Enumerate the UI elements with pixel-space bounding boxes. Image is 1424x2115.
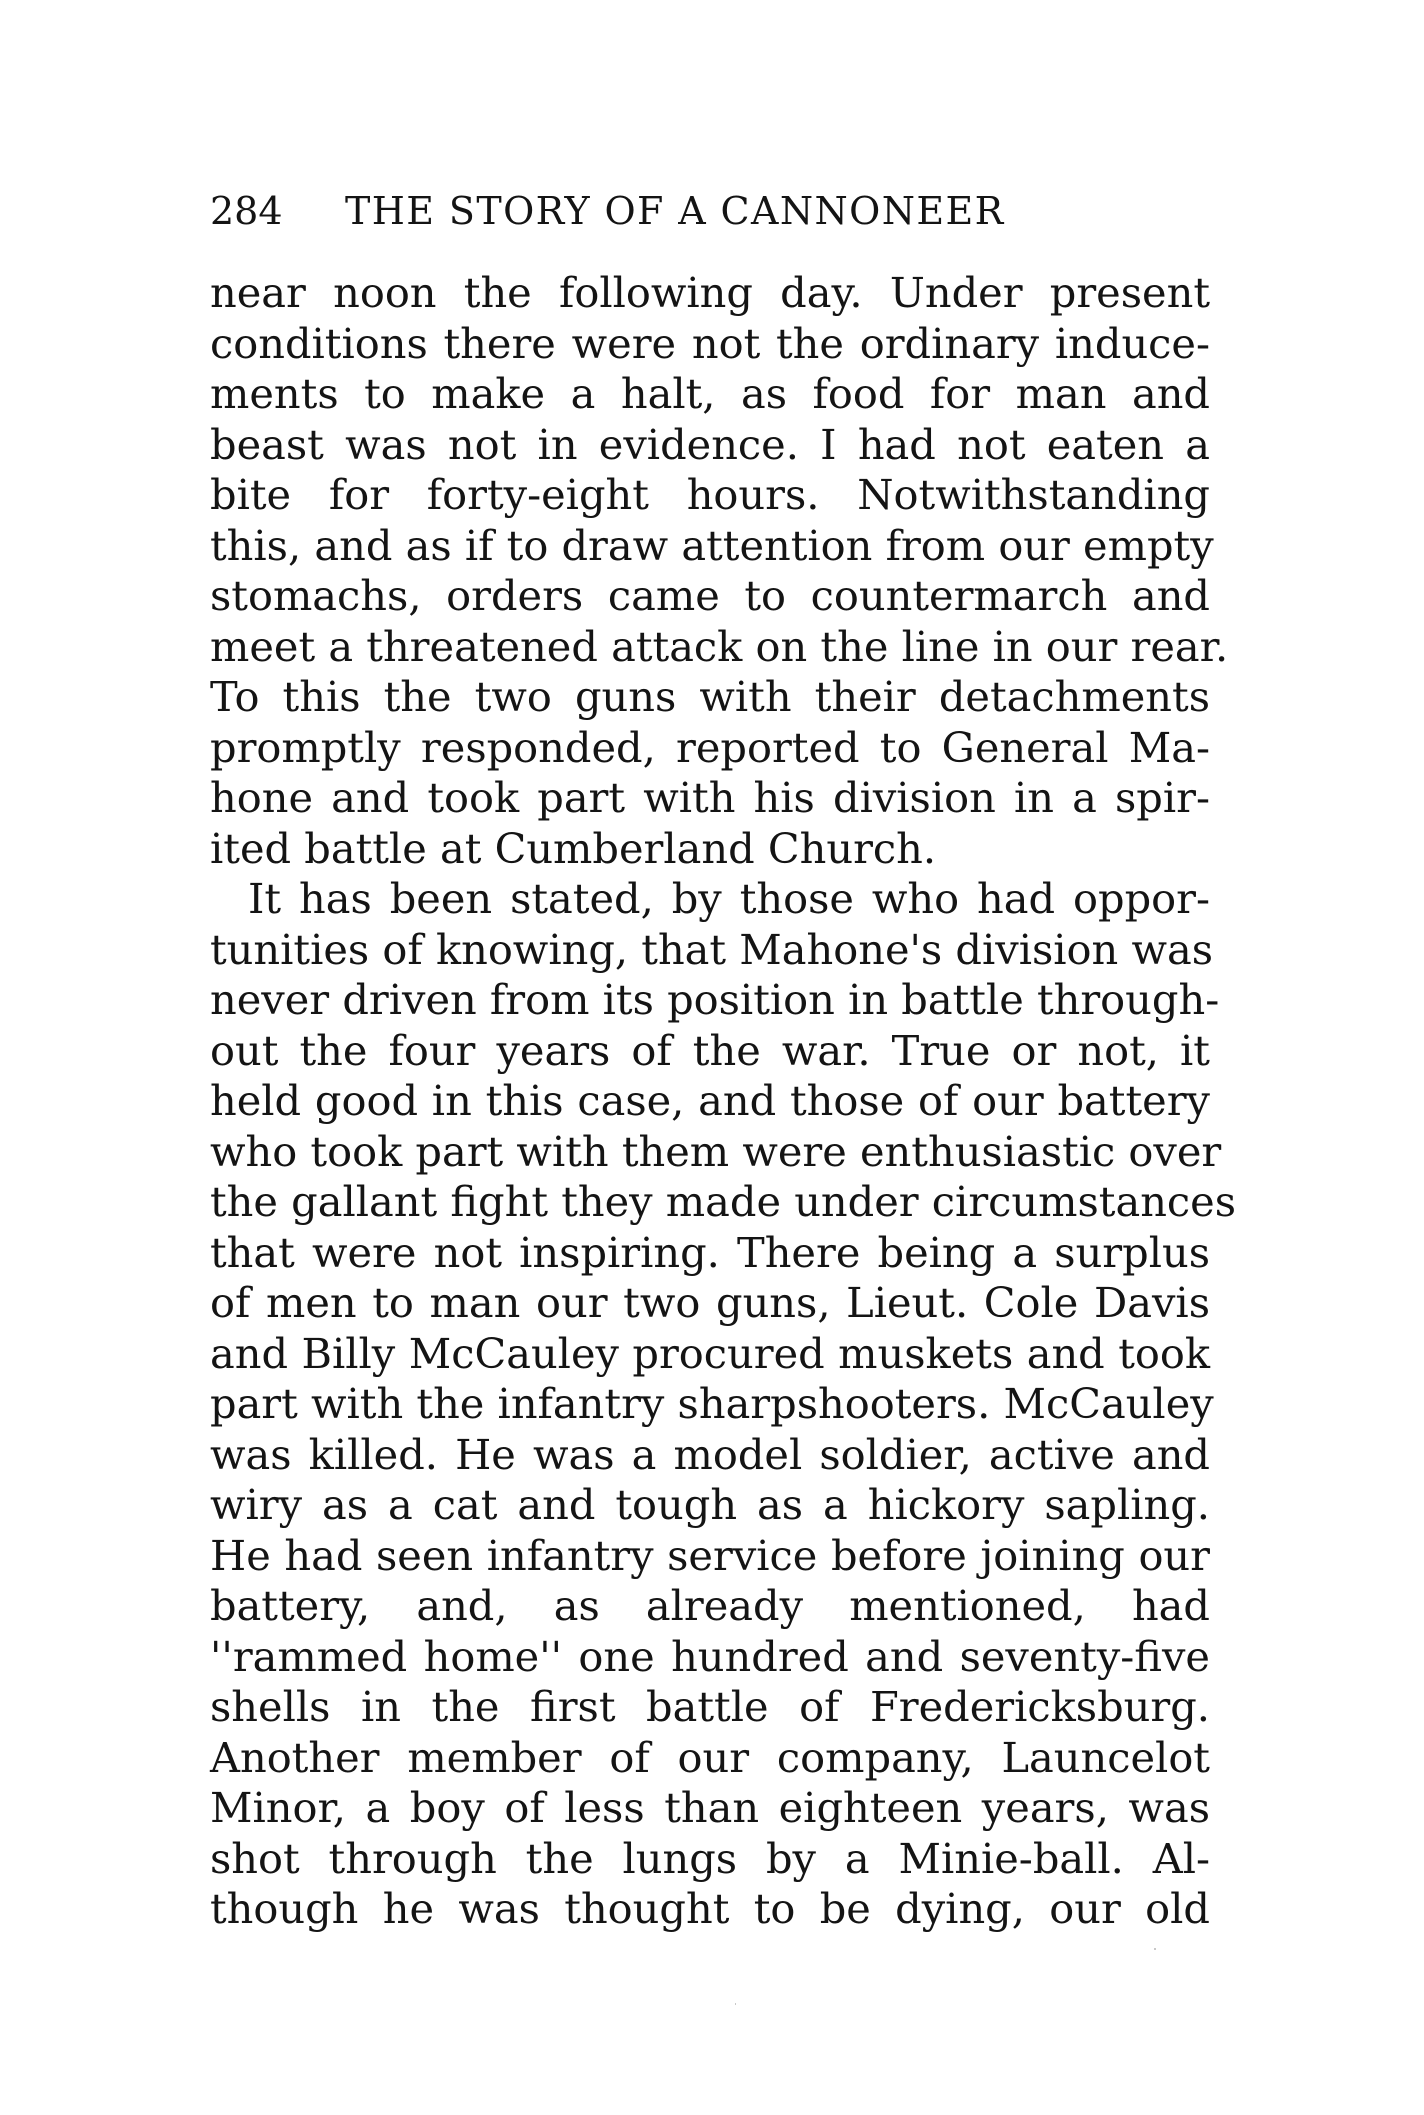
text-line: this, and as if to draw attention from our empty bbox=[210, 520, 1214, 570]
text-line: It has been stated, by those who had oppor- bbox=[248, 874, 1210, 923]
text-line: held good in this case, and those of our battery bbox=[210, 1076, 1210, 1125]
text-line: shells in the first battle of Fredericksburg. bbox=[210, 1682, 1210, 1731]
page-header bbox=[210, 186, 1210, 236]
text-line: bite for forty-eight hours. Notwithstanding bbox=[210, 470, 1210, 519]
page-number: 284 bbox=[210, 189, 283, 233]
text-line: that were not inspiring. There being a surplus bbox=[210, 1227, 1210, 1277]
text-line: wiry as a cat and tough as a hickory sapling. bbox=[210, 1480, 1210, 1529]
text-line: tunities of knowing, that Mahone's division was bbox=[210, 924, 1214, 974]
text-line: was killed. He was a model soldier, active and bbox=[210, 1429, 1210, 1479]
text-line: beast was not in evidence. I had not eaten a bbox=[210, 419, 1210, 469]
text-line: ''rammed home'' one hundred and seventy-five bbox=[210, 1631, 1210, 1681]
running-head: THE STORY OF A CANNONEER bbox=[345, 189, 1005, 233]
text-line: promptly responded, reported to General Ma- bbox=[210, 722, 1210, 772]
text-line: Another member of our company, Launcelot bbox=[210, 1732, 1210, 1782]
paragraph-2 bbox=[210, 874, 1237, 1935]
text-line: part with the infantry sharpshooters. McCauley bbox=[210, 1379, 1214, 1428]
text-line: of men to man our two guns, Lieut. Cole Davis bbox=[210, 1278, 1210, 1327]
scan-speck bbox=[735, 2003, 736, 2005]
text-line: the gallant fight they made under circumstances bbox=[210, 1177, 1237, 1226]
text-line: conditions there were not the ordinary induce- bbox=[210, 318, 1210, 368]
text-line: battery, and, as already mentioned, had bbox=[210, 1581, 1210, 1630]
text-line: Minor, a boy of less than eighteen years, was bbox=[210, 1783, 1210, 1832]
text-line: He had seen infantry service before joining our bbox=[210, 1530, 1210, 1580]
paragraph-1 bbox=[210, 268, 1229, 874]
text-line: stomachs, orders came to countermarch and bbox=[210, 571, 1210, 620]
text-line: out the four years of the war. True or not, it bbox=[210, 1025, 1210, 1075]
text-line: who took part with them were enthusiastic over bbox=[210, 1126, 1222, 1176]
text-line: ited battle at Cumberland Church. bbox=[210, 823, 937, 873]
text-line: never driven from its position in battle through- bbox=[210, 975, 1220, 1024]
text-line: To this the two guns with their detachments bbox=[210, 672, 1210, 721]
text-line: ments to make a halt, as food for man and bbox=[210, 369, 1210, 418]
text-line: near noon the following day. Under present bbox=[210, 268, 1210, 317]
text-line: and Billy McCauley procured muskets and took bbox=[210, 1328, 1210, 1378]
text-line: meet a threatened attack on the line in our rear. bbox=[210, 621, 1229, 671]
scan-speck bbox=[1154, 1948, 1156, 1950]
text-line: hone and took part with his division in a spir- bbox=[210, 773, 1210, 822]
text-line: shot through the lungs by a Minie-ball. Al- bbox=[210, 1833, 1210, 1883]
body-text bbox=[210, 268, 1237, 1935]
text-line: though he was thought to be dying, our old bbox=[210, 1884, 1210, 1933]
